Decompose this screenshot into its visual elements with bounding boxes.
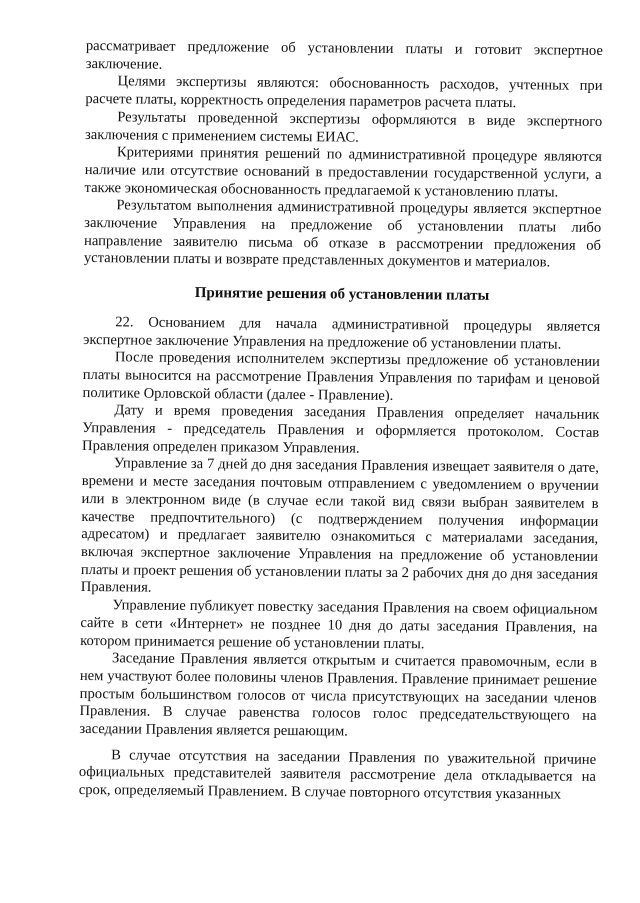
paragraph-22-basis: 22. Основанием для начала административной процедуры является экспертное заключение Управления на предложение об установлении платы. — [83, 314, 601, 353]
paragraph-continuation: рассматривает предложение об установлении платы и готовит экспертное заключение. — [85, 38, 603, 73]
paragraph-decision-criteria: Критериями принятия решений по административной процедуре являются наличие или отсутствие оснований в предоставлении государственной услуги, а также экономическая обоснованность предлагаемой к установлению платы. — [84, 144, 602, 201]
paragraph-board-review: После проведения исполнителем экспертизы предложение об установлении платы выносится на рассмотрение Правления Управления по тарифам и ценовой политике Орловской области (далее - Правление). — [82, 349, 600, 404]
section-heading: Принятие решения об установлении платы — [194, 285, 490, 305]
document-page — [79, 38, 603, 805]
paragraph-expertise-results: Результаты проведенной экспертизы оформляются в виде экспертного заключения с применением системы ЕИАС. — [84, 109, 603, 146]
paragraph-meeting-quorum: Заседание Правления является открытым и считается правомочным, если в нем участвуют более половины членов Правления. Правление принимает решение простым большинством голосов от числа присутствующих на заседании членов Правления. В случае равенства голосов голос председательствующего на заседании Правления является решающим. — [79, 650, 598, 740]
paragraph-absence: В случае отсутствия на заседании Правления по уважительной причине официальных представителей заявителя рассмотрение дела откладывается на срок, определяемый Правлением. В случае повторного отсутствия указанных — [78, 746, 597, 803]
paragraph-notification: Управление за 7 дней до дня заседания Правления извещает заявителя о дате, времени и месте заседания почтовым отправлением с уведомлением о вручении или в электронном виде (в случае если такой вид связи выбран заявителем в качестве предпочтительного) (с подтверждением получения информации адресатом) и предлагает заявителю ознакомиться с материалами заседания, включая экспертное заключение Управления на предложение об установлении платы и проект решения об установлении платы за 2 рабочих дня до дня заседания Правления. — [80, 455, 599, 597]
paragraph-agenda-publication: Управление публикует повестку заседания Правления на своем официальном сайте в сети «Интернет» не позднее 10 дня до даты заседания Правления, на котором принимается решение об установлении платы. — [80, 597, 598, 652]
paragraph-procedure-result: Результатом выполнения административной процедуры является экспертное заключение Управления на предложение об установлении платы либо направление заявителю письма об отказе в рассмотрении предложения об установлении платы и возврате представленных документов и материалов. — [83, 197, 602, 271]
paragraph-expertise-goals: Целями экспертизы являются: обоснованность расходов, учтенных при расчете платы, корректность определения параметров расчета платы. — [85, 73, 603, 112]
paragraph-meeting-date: Дату и время проведения заседания Правления определяет начальник Управления - председатель Правления и оформляется протоколом. Состав Правления определен приказом Управления. — [82, 402, 600, 457]
